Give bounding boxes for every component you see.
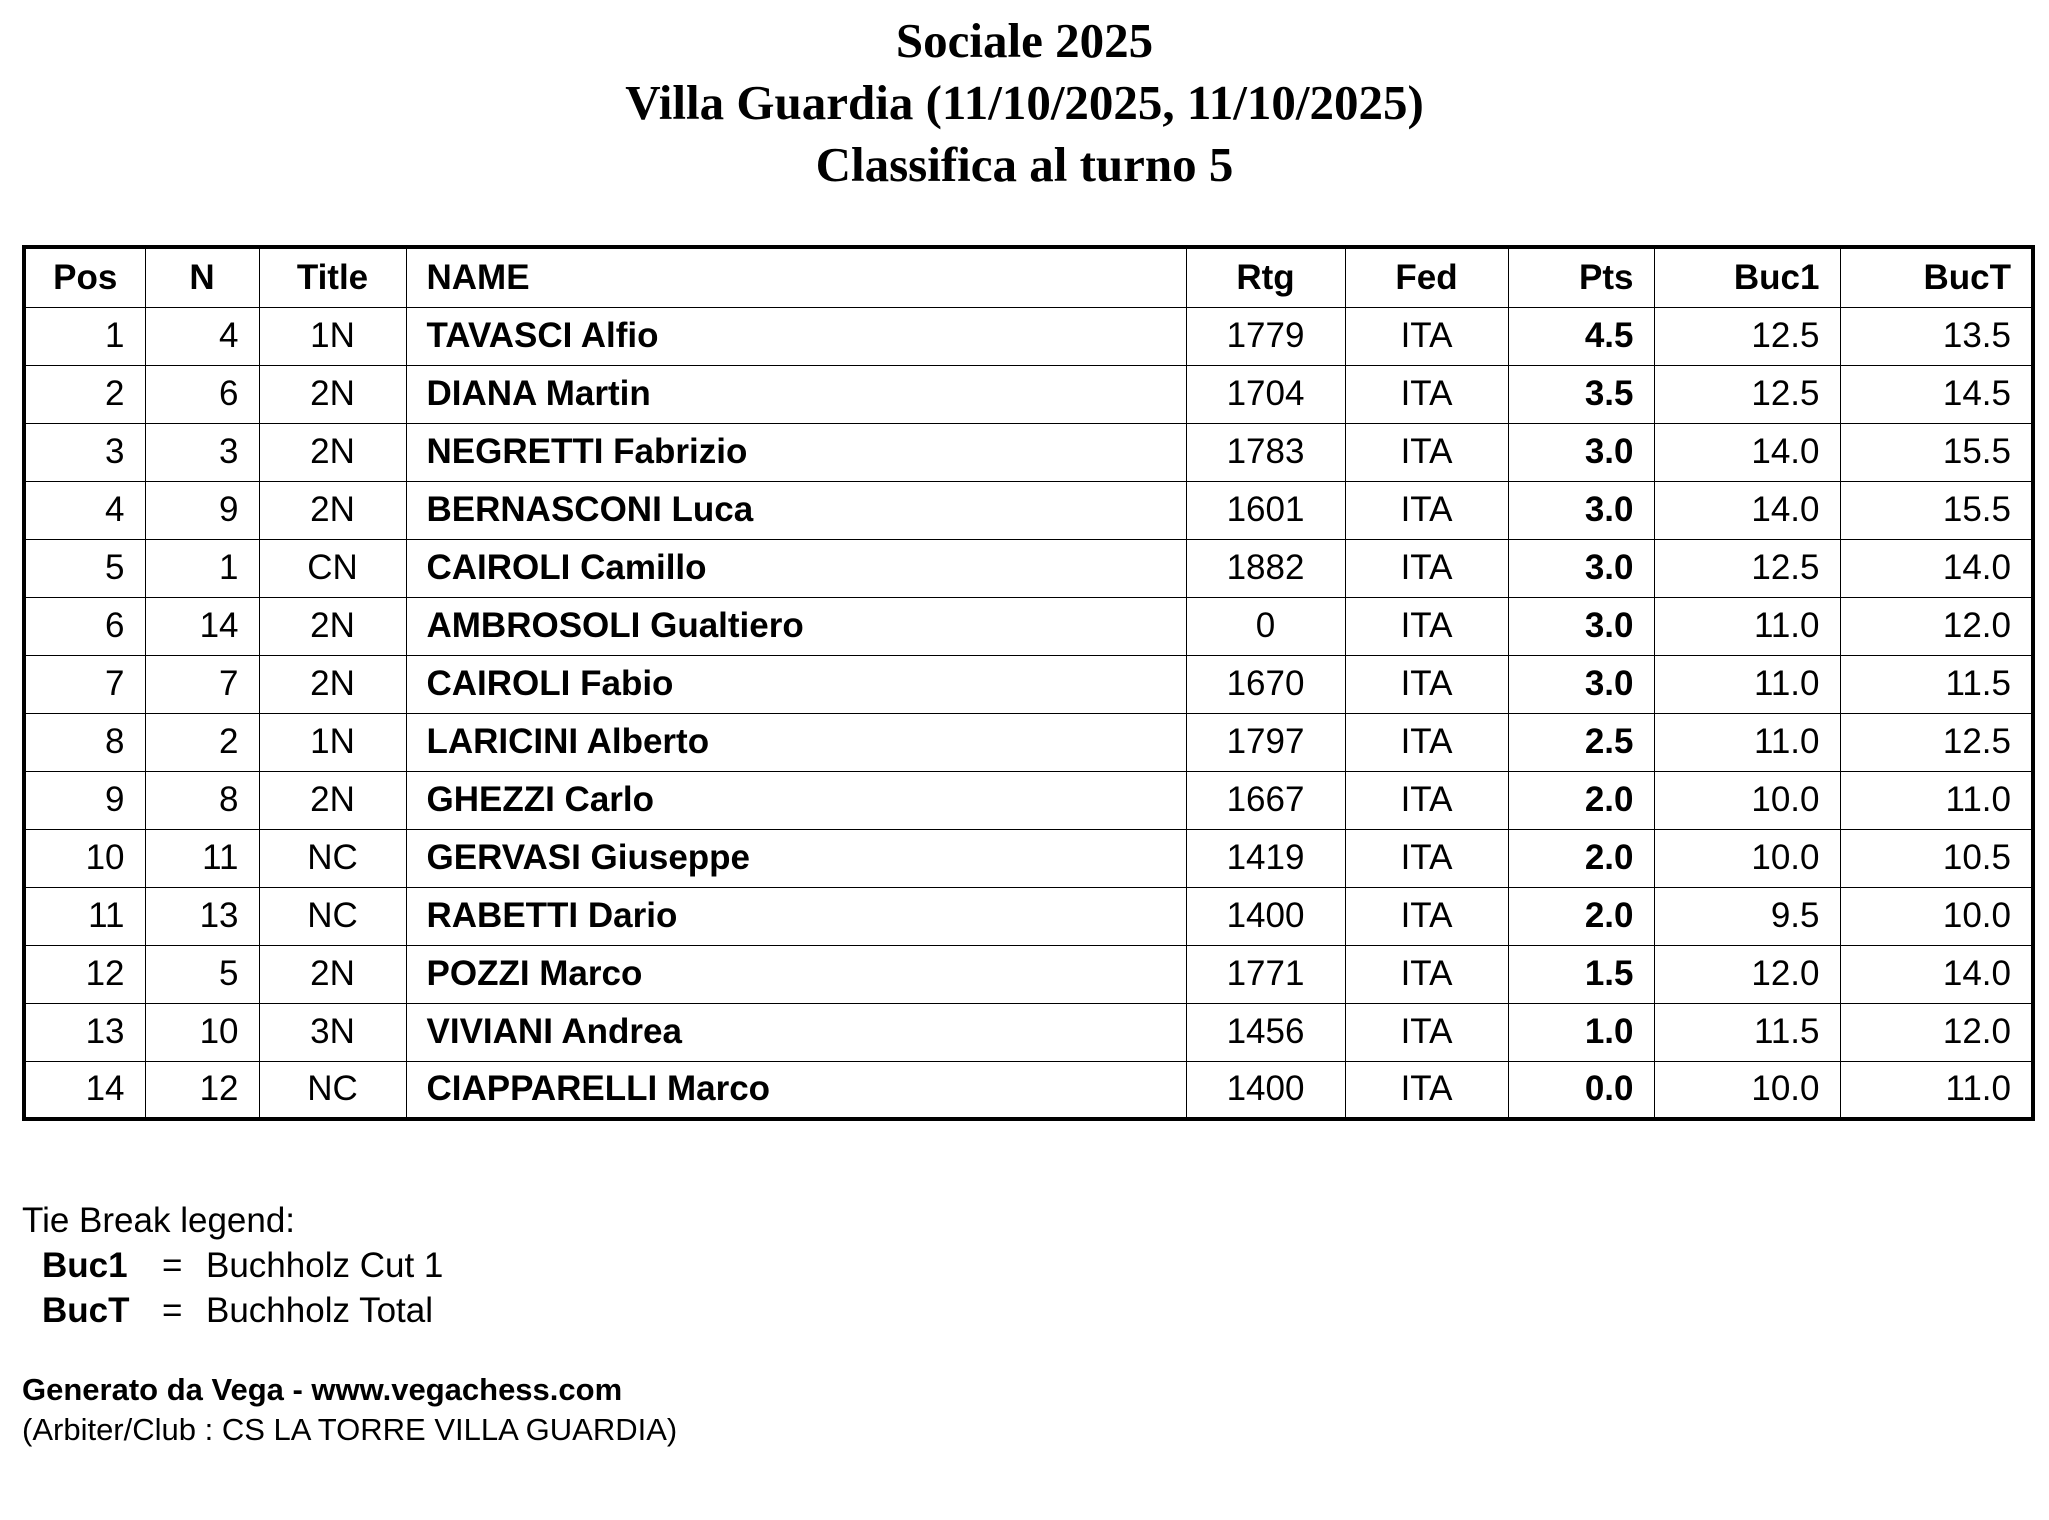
cell-pos: 3: [24, 423, 145, 481]
cell-n: 2: [145, 713, 259, 771]
cell-buc1: 9.5: [1654, 887, 1840, 945]
cell-buc1: 12.5: [1654, 539, 1840, 597]
cell-pos: 12: [24, 945, 145, 1003]
table-row: [24, 423, 2033, 481]
column-header-pos: Pos: [24, 247, 145, 307]
column-header-n: N: [145, 247, 259, 307]
cell-title: NC: [259, 829, 406, 887]
cell-rtg: 1797: [1186, 713, 1345, 771]
cell-pts: 2.0: [1508, 887, 1654, 945]
table-row: [24, 307, 2033, 365]
cell-title: 2N: [259, 481, 406, 539]
cell-n: 11: [145, 829, 259, 887]
legend-item: [22, 1243, 443, 1288]
cell-buct: 15.5: [1840, 481, 2033, 539]
cell-buc1: 12.5: [1654, 307, 1840, 365]
cell-title: NC: [259, 887, 406, 945]
cell-buct: 12.0: [1840, 597, 2033, 655]
cell-pts: 3.0: [1508, 539, 1654, 597]
cell-buc1: 11.0: [1654, 597, 1840, 655]
cell-rtg: 1400: [1186, 1061, 1345, 1119]
cell-buct: 10.5: [1840, 829, 2033, 887]
table-row: [24, 655, 2033, 713]
table-row: [24, 481, 2033, 539]
cell-name: BERNASCONI Luca: [406, 481, 1186, 539]
cell-pts: 3.0: [1508, 423, 1654, 481]
cell-name: RABETTI Dario: [406, 887, 1186, 945]
cell-buct: 14.0: [1840, 539, 2033, 597]
legend-key: Buc1: [42, 1246, 128, 1285]
column-header-fed: Fed: [1345, 247, 1508, 307]
cell-pos: 10: [24, 829, 145, 887]
cell-rtg: 1704: [1186, 365, 1345, 423]
cell-n: 4: [145, 307, 259, 365]
cell-pos: 11: [24, 887, 145, 945]
cell-pos: 7: [24, 655, 145, 713]
cell-buct: 13.5: [1840, 307, 2033, 365]
cell-pos: 8: [24, 713, 145, 771]
cell-n: 5: [145, 945, 259, 1003]
table-row: [24, 365, 2033, 423]
column-header-pts: Pts: [1508, 247, 1654, 307]
cell-name: POZZI Marco: [406, 945, 1186, 1003]
cell-buc1: 11.0: [1654, 713, 1840, 771]
cell-name: NEGRETTI Fabrizio: [406, 423, 1186, 481]
cell-title: 2N: [259, 423, 406, 481]
cell-pos: 13: [24, 1003, 145, 1061]
cell-fed: ITA: [1345, 539, 1508, 597]
legend-title: Tie Break legend:: [22, 1201, 296, 1240]
standings-round-title: Classifica al turno 5: [815, 137, 1234, 192]
cell-fed: ITA: [1345, 771, 1508, 829]
cell-pts: 1.5: [1508, 945, 1654, 1003]
cell-pts: 3.0: [1508, 597, 1654, 655]
cell-fed: ITA: [1345, 1061, 1508, 1119]
standings-body: [24, 307, 2033, 1119]
cell-name: CAIROLI Camillo: [406, 539, 1186, 597]
report-footer: [22, 1370, 677, 1450]
cell-name: VIVIANI Andrea: [406, 1003, 1186, 1061]
cell-buct: 11.0: [1840, 771, 2033, 829]
legend-equals: =: [162, 1291, 183, 1330]
table-header-row: [24, 247, 2033, 307]
cell-fed: ITA: [1345, 945, 1508, 1003]
cell-buc1: 11.5: [1654, 1003, 1840, 1061]
cell-pos: 1: [24, 307, 145, 365]
cell-n: 13: [145, 887, 259, 945]
legend-item: [22, 1288, 443, 1333]
cell-pos: 5: [24, 539, 145, 597]
table-row: [24, 597, 2033, 655]
table-row: [24, 539, 2033, 597]
cell-buc1: 11.0: [1654, 655, 1840, 713]
cell-n: 7: [145, 655, 259, 713]
cell-pos: 2: [24, 365, 145, 423]
table-row: [24, 771, 2033, 829]
cell-buct: 11.5: [1840, 655, 2033, 713]
arbiter-club: (Arbiter/Club : CS LA TORRE VILLA GUARDIA): [22, 1412, 678, 1447]
column-header-rtg: Rtg: [1186, 247, 1345, 307]
table-row: [24, 829, 2033, 887]
cell-rtg: 1670: [1186, 655, 1345, 713]
cell-n: 9: [145, 481, 259, 539]
cell-title: 2N: [259, 597, 406, 655]
cell-pts: 3.0: [1508, 481, 1654, 539]
cell-name: GHEZZI Carlo: [406, 771, 1186, 829]
cell-n: 3: [145, 423, 259, 481]
cell-fed: ITA: [1345, 887, 1508, 945]
cell-buc1: 14.0: [1654, 423, 1840, 481]
cell-pos: 6: [24, 597, 145, 655]
table-row: [24, 1003, 2033, 1061]
cell-buc1: 10.0: [1654, 829, 1840, 887]
cell-name: CAIROLI Fabio: [406, 655, 1186, 713]
cell-rtg: 1419: [1186, 829, 1345, 887]
cell-name: CIAPPARELLI Marco: [406, 1061, 1186, 1119]
tie-break-legend: [22, 1198, 443, 1333]
column-header-name: NAME: [406, 247, 1186, 307]
cell-pts: 3.0: [1508, 655, 1654, 713]
cell-pts: 4.5: [1508, 307, 1654, 365]
cell-fed: ITA: [1345, 713, 1508, 771]
legend-key: BucT: [42, 1291, 130, 1330]
cell-fed: ITA: [1345, 365, 1508, 423]
tournament-title: Sociale 2025: [895, 13, 1154, 68]
legend-description: Buchholz Total: [206, 1291, 434, 1330]
cell-title: 2N: [259, 365, 406, 423]
table-row: [24, 887, 2033, 945]
cell-buc1: 10.0: [1654, 1061, 1840, 1119]
cell-pos: 9: [24, 771, 145, 829]
cell-title: 2N: [259, 655, 406, 713]
cell-name: LARICINI Alberto: [406, 713, 1186, 771]
table-row: [24, 1061, 2033, 1119]
cell-pts: 1.0: [1508, 1003, 1654, 1061]
cell-title: 2N: [259, 945, 406, 1003]
cell-rtg: 1400: [1186, 887, 1345, 945]
cell-buct: 10.0: [1840, 887, 2033, 945]
cell-name: AMBROSOLI Gualtiero: [406, 597, 1186, 655]
cell-n: 6: [145, 365, 259, 423]
cell-title: 1N: [259, 713, 406, 771]
cell-n: 10: [145, 1003, 259, 1061]
cell-name: GERVASI Giuseppe: [406, 829, 1186, 887]
cell-name: TAVASCI Alfio: [406, 307, 1186, 365]
cell-fed: ITA: [1345, 655, 1508, 713]
cell-pts: 0.0: [1508, 1061, 1654, 1119]
cell-buc1: 12.0: [1654, 945, 1840, 1003]
cell-fed: ITA: [1345, 597, 1508, 655]
cell-fed: ITA: [1345, 307, 1508, 365]
column-header-buc1: Buc1: [1654, 247, 1840, 307]
cell-fed: ITA: [1345, 829, 1508, 887]
generator-credit: Generato da Vega - www.vegachess.com: [22, 1372, 623, 1407]
cell-n: 8: [145, 771, 259, 829]
cell-buct: 12.0: [1840, 1003, 2033, 1061]
column-header-buct: BucT: [1840, 247, 2033, 307]
cell-title: 3N: [259, 1003, 406, 1061]
cell-buct: 12.5: [1840, 713, 2033, 771]
cell-rtg: 1771: [1186, 945, 1345, 1003]
cell-rtg: 1601: [1186, 481, 1345, 539]
cell-fed: ITA: [1345, 423, 1508, 481]
cell-buct: 14.0: [1840, 945, 2033, 1003]
column-header-title: Title: [259, 247, 406, 307]
cell-pts: 3.5: [1508, 365, 1654, 423]
cell-fed: ITA: [1345, 481, 1508, 539]
cell-n: 14: [145, 597, 259, 655]
cell-name: DIANA Martin: [406, 365, 1186, 423]
cell-n: 12: [145, 1061, 259, 1119]
standings-table: [22, 245, 2035, 1121]
cell-pos: 4: [24, 481, 145, 539]
cell-rtg: 0: [1186, 597, 1345, 655]
cell-fed: ITA: [1345, 1003, 1508, 1061]
cell-n: 1: [145, 539, 259, 597]
cell-rtg: 1779: [1186, 307, 1345, 365]
cell-buct: 11.0: [1840, 1061, 2033, 1119]
cell-pts: 2.0: [1508, 829, 1654, 887]
cell-pts: 2.5: [1508, 713, 1654, 771]
cell-rtg: 1456: [1186, 1003, 1345, 1061]
cell-title: NC: [259, 1061, 406, 1119]
cell-buct: 15.5: [1840, 423, 2033, 481]
cell-pos: 14: [24, 1061, 145, 1119]
tournament-venue-dates: Villa Guardia (11/10/2025, 11/10/2025): [625, 75, 1424, 130]
table-row: [24, 945, 2033, 1003]
cell-buc1: 14.0: [1654, 481, 1840, 539]
cell-buc1: 10.0: [1654, 771, 1840, 829]
cell-buct: 14.5: [1840, 365, 2033, 423]
cell-title: 2N: [259, 771, 406, 829]
report-header: [0, 10, 2049, 196]
cell-title: 1N: [259, 307, 406, 365]
table-row: [24, 713, 2033, 771]
cell-rtg: 1882: [1186, 539, 1345, 597]
cell-rtg: 1783: [1186, 423, 1345, 481]
cell-title: CN: [259, 539, 406, 597]
cell-buc1: 12.5: [1654, 365, 1840, 423]
legend-description: Buchholz Cut 1: [206, 1246, 444, 1285]
cell-rtg: 1667: [1186, 771, 1345, 829]
cell-pts: 2.0: [1508, 771, 1654, 829]
legend-equals: =: [162, 1246, 183, 1285]
